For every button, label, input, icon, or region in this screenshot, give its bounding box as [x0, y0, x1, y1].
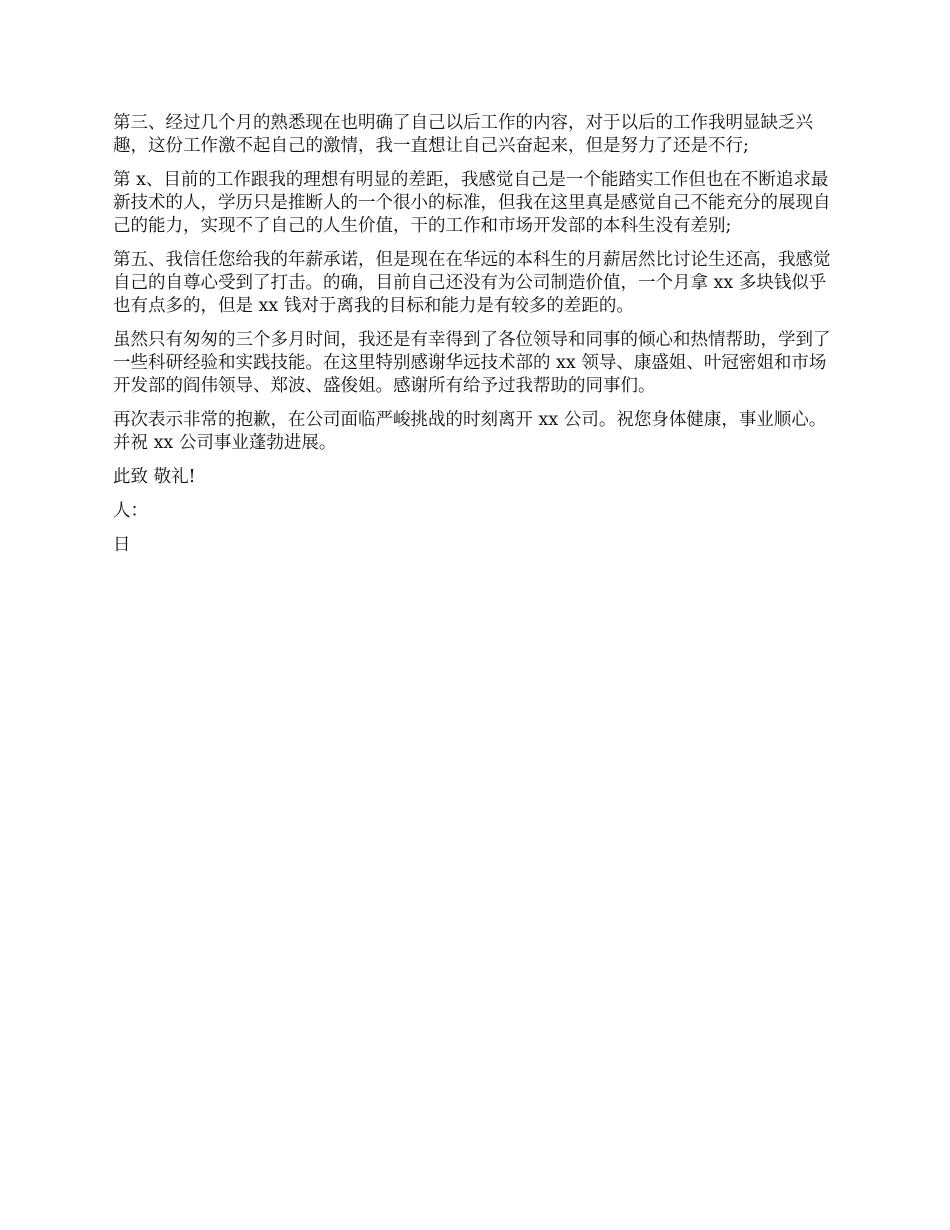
paragraph-apology: 再次表示非常的抱歉，在公司面临严峻挑战的时刻离开 xx 公司。祝您身体健康，事业顺心。并祝 xx 公司事业蓬勃进展。: [113, 410, 827, 453]
letter-body: [113, 112, 841, 568]
paragraph-third-reason: 第三、经过几个月的熟悉现在也明确了自己以后工作的内容，对于以后的工作我明显缺乏兴趣，这份工作激不起自己的激情，我一直想让自己兴奋起来，但是努力了还是不行;: [113, 113, 813, 156]
paragraph-fifth-reason: 第五、我信任您给我的年薪承诺，但是现在在华远的本科生的月薪居然比讨论生还高，我感觉自己的自尊心受到了打击。的确，目前自己还没有为公司制造价值，一个月拿 xx 多块钱似乎也有点多的，但是 xx 钱对于离我的目标和能力是有较多的差距的。: [113, 250, 831, 316]
closing-salutation: 此致 敬礼!: [113, 467, 196, 487]
paragraph-fourth-reason: 第 x、目前的工作跟我的理想有明显的差距，我感觉自己是一个能踏实工作但也在不断追求最新技术的人，学历只是推断人的一个很小的标准，但我在这里真是感觉自己不能充分的展现自己的能力，实现不了自己的人生价值，干的工作和市场开发部的本科生没有差别;: [113, 170, 831, 236]
paragraph-thanks: 虽然只有匆匆的三个多月时间，我还是有幸得到了各位领导和同事的倾心和热情帮助，学到了一些科研经验和实践技能。在这里特别感谢华远技术部的 xx 领导、康盛姐、叶冠密姐和市场开发部的阎伟领导、郑波、盛俊姐。感谢所有给予过我帮助的同事们。: [113, 330, 831, 396]
date-line: 日: [113, 535, 131, 555]
signature-line: 人：: [113, 501, 148, 521]
